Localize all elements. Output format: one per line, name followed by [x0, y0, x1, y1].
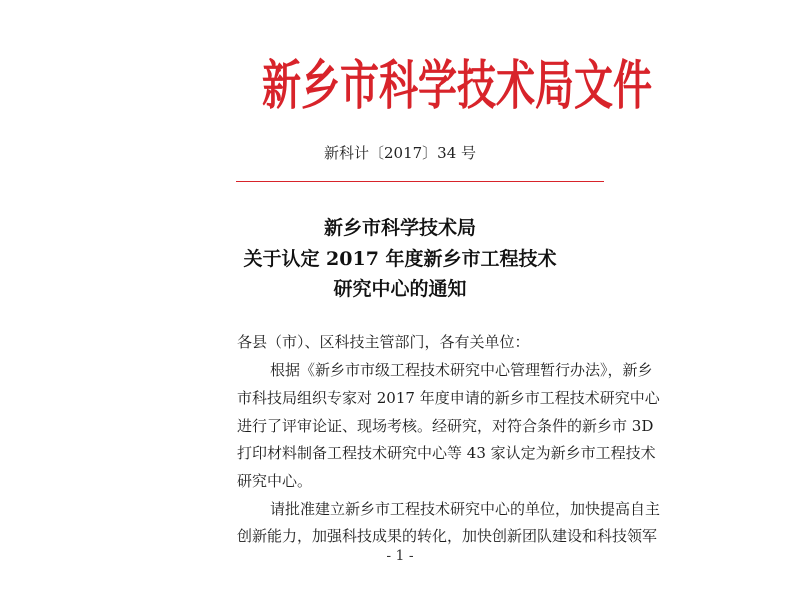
- page-number: - 1 -: [386, 548, 414, 564]
- notice-title-line-2: 关于认定 2017 年度新乡市工程技术: [243, 248, 557, 270]
- body-line: 请批准建立新乡市工程技术研究中心的单位，加快提高自主: [270, 500, 661, 518]
- header-divider: [236, 181, 604, 182]
- salutation: 各县（市）、区科技主管部门，各有关单位：: [237, 333, 530, 351]
- body-line: 创新能力，加强科技成果的转化，加快创新团队建设和科技领军: [237, 527, 658, 545]
- notice-title-line-3: 研究中心的通知: [333, 278, 467, 300]
- document-number: 新科计〔2017〕34 号: [323, 144, 477, 162]
- body-line: 根据《新乡市市级工程技术研究中心管理暂行办法》，新乡: [270, 361, 653, 379]
- body-line: 研究中心。: [237, 472, 313, 490]
- notice-title-line-1: 新乡市科学技术局: [323, 217, 476, 239]
- document-header-title: 新乡市科学技术局文件: [262, 54, 653, 117]
- body-line: 市科技局组织专家对 2017 年度申请的新乡市工程技术研究中心: [237, 389, 660, 407]
- body-line: 打印材料制备工程技术研究中心等 43 家认定为新乡市工程技术: [237, 444, 656, 462]
- body-line: 进行了评审论证、现场考核。经研究，对符合条件的新乡市 3D: [237, 417, 654, 435]
